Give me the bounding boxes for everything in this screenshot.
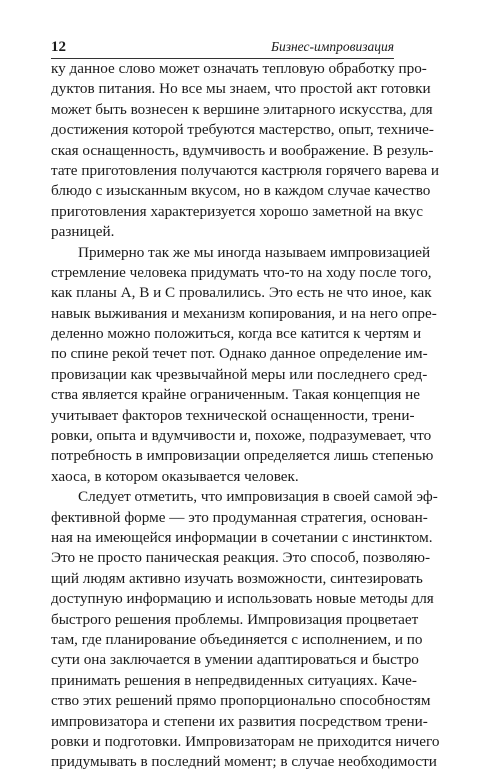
text-line: принимать решения в непредвиденных ситуациях. Каче-: [51, 671, 417, 689]
text-line: придумывать в последний момент; в случае необходимости: [51, 753, 437, 771]
text-line: по спине рекой течет пот. Однако данное определение им-: [51, 345, 428, 363]
page-number: 12: [51, 39, 66, 55]
text-line: ства является крайне ограниченным. Такая концепция не: [51, 386, 421, 404]
text-line: как планы А, В и С провалились. Это есть не что иное, как: [51, 284, 432, 302]
paragraph: [51, 243, 437, 488]
text-line: быстрого решения проблемы. Импровизация процветает: [51, 610, 419, 628]
text-line: Примерно так же мы иногда называем импровизацией: [78, 243, 431, 261]
text-line: ровки, опыта и вдумчивости и, похоже, подразумевает, что: [51, 427, 432, 445]
text-line: Следует отметить, что импровизация в своей самой эф-: [78, 488, 438, 506]
text-line: Это не просто паническая реакция. Это способ, позволяю-: [51, 549, 431, 567]
paragraph: [51, 487, 440, 772]
text-line: ство этих решений прямо пропорционально способностям: [51, 692, 431, 710]
text-line: сути она заключается в умении адаптироваться и быстро: [51, 651, 419, 669]
running-header: [51, 38, 394, 59]
text-line: дуктов питания. Но все мы знаем, что простой акт готовки: [51, 80, 431, 98]
text-line: может быть вознесен к вершине элитарного искусства, для: [51, 100, 433, 118]
text-line: ровки и подготовки. Импровизаторам не приходится ничего: [51, 732, 440, 750]
text-line: ная на имеющейся информации в сочетании с инстинктом.: [51, 528, 433, 546]
text-line: доступную информацию и использовать новые методы для: [51, 590, 434, 608]
text-line: ку данное слово может означать тепловую обработку про-: [51, 60, 427, 77]
text-line: потребность в импровизации определяется лишь степенью: [51, 447, 434, 465]
text-line: там, где планирование объединяется с исполнением, и по: [51, 630, 423, 648]
text-line: фективной форме — это продуманная стратегия, основан-: [51, 508, 428, 526]
text-line: навык выживания и механизм копирования, и на него опре-: [51, 304, 437, 322]
text-line: достижения которой требуются мастерство, опыт, техниче-: [51, 121, 434, 139]
body-text: [51, 59, 440, 773]
text-line: разницей.: [51, 223, 115, 241]
text-line: импровизатора и степени их развития посредством трени-: [51, 712, 428, 730]
text-line: учитывает факторов технической оснащенности, трени-: [51, 406, 415, 424]
text-line: ская оснащенность, вдумчивость и воображение. В резуль-: [51, 141, 434, 159]
text-line: провизации как чрезвычайной меры или последнего сред-: [51, 365, 428, 383]
text-line: блюдо с изысканным вкусом, но в каждом случае качество: [51, 182, 431, 200]
text-line: стремление человека придумать что-то на ходу после того,: [51, 263, 432, 281]
text-line: деленно можно положиться, когда все катится к чертям и: [51, 325, 422, 343]
text-line: тате приготовления получаются кастрюля горячего варева и: [51, 161, 440, 179]
text-line: приготовления характеризуется хорошо заметной на вкус: [51, 202, 423, 220]
book-title: Бизнес-импровизация: [271, 39, 394, 54]
text-line: щий людям активно изучать возможности, синтезировать: [51, 569, 423, 587]
text-line: хаоса, в котором оказывается человек.: [51, 467, 299, 485]
paragraph: [51, 59, 440, 243]
